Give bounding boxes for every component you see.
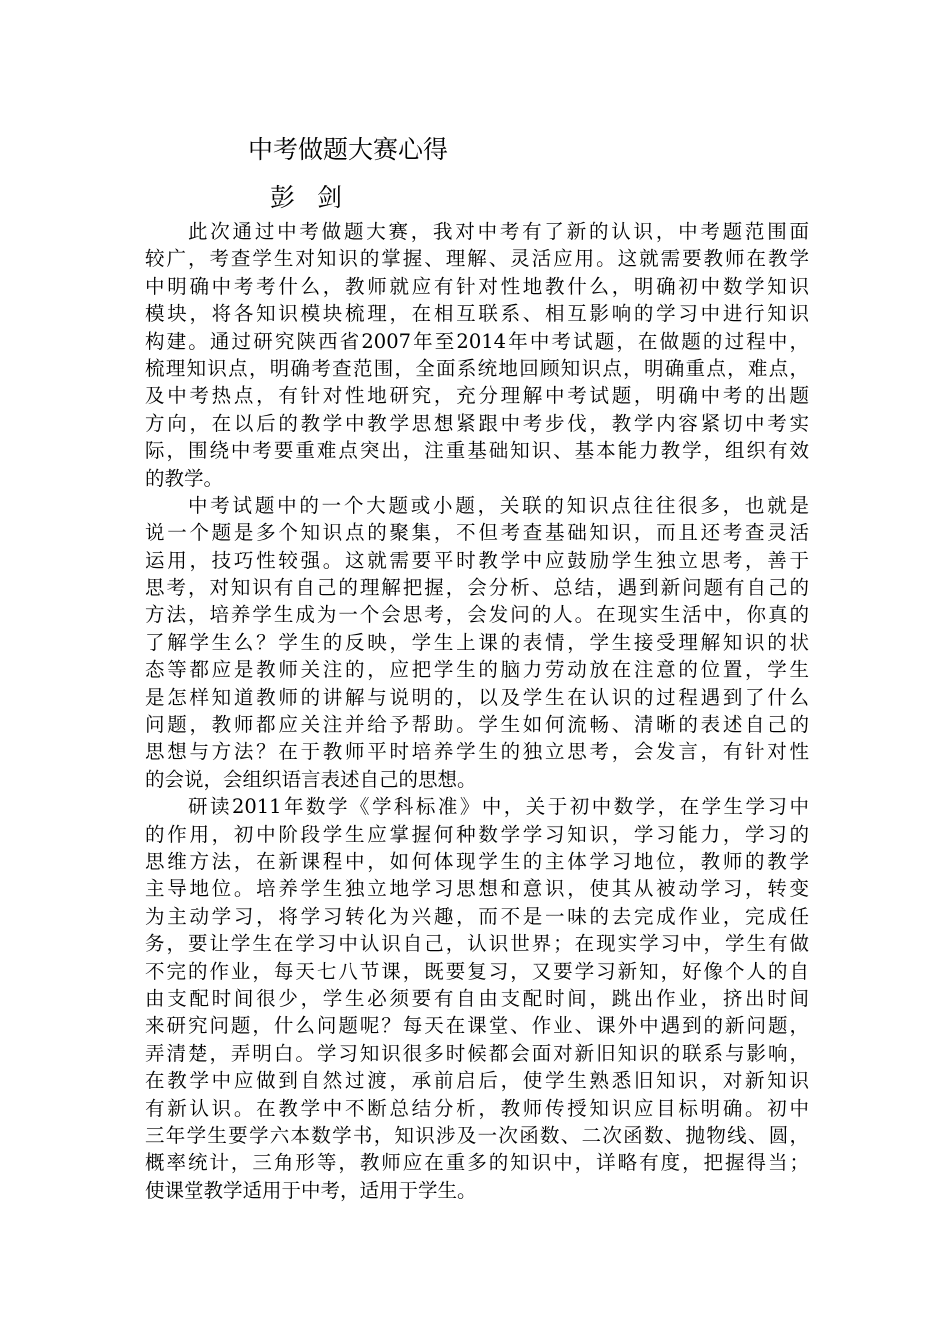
paragraph-line: 来研究问题，什么问题呢？每天在课堂、作业、课外中遇到的新问题， xyxy=(145,1014,809,1038)
paragraph-line: 的作用，初中阶段学生应掌握何种数学学习知识，学习能力，学习的 xyxy=(145,822,809,846)
author-name: 彭剑 xyxy=(270,183,365,212)
paragraph-line: 的教学。 xyxy=(145,466,224,490)
paragraph-line: 研读2011年数学《学科标准》中，关于初中数学，在学生学习中 xyxy=(188,795,809,819)
paragraph-line: 使课堂教学适用于中考，适用于学生。 xyxy=(145,1178,477,1202)
paragraph-line: 弄清楚，弄明白。学习知识很多时候都会面对新旧知识的联系与影响， xyxy=(145,1041,809,1065)
document-title: 中考做题大赛心得 xyxy=(248,135,449,164)
paragraph-line: 中明确中考考什么，教师就应有针对性地教什么，明确初中数学知识 xyxy=(145,274,809,298)
paragraph-line: 此次通过中考做题大赛，我对中考有了新的认识，中考题范围面 xyxy=(188,220,809,243)
paragraph-1 xyxy=(145,218,809,492)
paragraph-line: 为主动学习，将学习转化为兴趣，而不是一味的去完成作业，完成任 xyxy=(145,904,809,928)
paragraph-line: 思维方法，在新课程中，如何体现学生的主体学习地位，教师的教学 xyxy=(145,849,809,873)
paragraph-3 xyxy=(145,793,809,1204)
paragraph-line: 的会说，会组织语言表述自己的思想。 xyxy=(145,767,477,791)
document-body xyxy=(145,218,809,1204)
paragraph-line: 有新认识。在教学中不断总结分析，教师传授知识应目标明确。初中 xyxy=(145,1096,809,1120)
paragraph-line: 问题，教师都应关注并给予帮助。学生如何流畅、清晰的表述自己的 xyxy=(145,713,809,737)
paragraph-line: 方向，在以后的教学中教学思想紧跟中考步伐，教学内容紧切中考实 xyxy=(145,411,809,435)
paragraph-line: 较广，考查学生对知识的掌握、理解、灵活应用。这就需要教师在教学 xyxy=(145,247,809,271)
paragraph-line: 在教学中应做到自然过渡，承前启后，使学生熟悉旧知识，对新知识 xyxy=(145,1069,809,1093)
paragraph-line: 方法，培养学生成为一个会思考，会发问的人。在现实生活中，你真的 xyxy=(145,603,809,627)
paragraph-line: 主导地位。培养学生独立地学习思想和意识，使其从被动学习，转变 xyxy=(145,877,809,901)
paragraph-line: 态等都应是教师关注的，应把学生的脑力劳动放在注意的位置，学生 xyxy=(145,658,809,682)
paragraph-line: 务，要让学生在学习中认识自己，认识世界；在现实学习中，学生有做 xyxy=(145,932,809,956)
paragraph-line: 梳理知识点，明确考查范围，全面系统地回顾知识点，明确重点，难点， xyxy=(145,356,809,380)
paragraph-2 xyxy=(145,492,809,793)
paragraph-line: 了解学生么？学生的反映，学生上课的表情，学生接受理解知识的状 xyxy=(145,630,809,654)
paragraph-line: 由支配时间很少，学生必须要有自由支配时间，跳出作业，挤出时间 xyxy=(145,986,809,1010)
paragraph-line: 构建。通过研究陕西省2007年至2014年中考试题，在做题的过程中， xyxy=(145,329,809,353)
paragraph-line: 运用，技巧性较强。这就需要平时教学中应鼓励学生独立思考，善于 xyxy=(145,548,809,572)
paragraph-line: 三年学生要学六本数学书，知识涉及一次函数、二次函数、抛物线、圆， xyxy=(145,1123,809,1147)
paragraph-line: 不完的作业，每天七八节课，既要复习，又要学习新知，好像个人的自 xyxy=(145,959,809,983)
paragraph-line: 际，围绕中考要重难点突出，注重基础知识、基本能力教学，组织有效 xyxy=(145,439,809,463)
paragraph-line: 概率统计，三角形等，教师应在重多的知识中，详略有度，把握得当； xyxy=(145,1151,809,1175)
paragraph-line: 思考，对知识有自己的理解把握，会分析、总结，遇到新问题有自己的 xyxy=(145,576,809,600)
paragraph-line: 说一个题是多个知识点的聚集，不但考查基础知识，而且还考查灵活 xyxy=(145,521,809,545)
paragraph-line: 中考试题中的一个大题或小题，关联的知识点往往很多，也就是 xyxy=(188,493,809,517)
paragraph-line: 及中考热点，有针对性地研究，充分理解中考试题，明确中考的出题 xyxy=(145,384,809,408)
paragraph-line: 思想与方法？在于教师平时培养学生的独立思考，会发言，有针对性 xyxy=(145,740,809,764)
paragraph-line: 模块，将各知识模块梳理，在相互联系、相互影响的学习中进行知识 xyxy=(145,302,809,326)
paragraph-line: 是怎样知道教师的讲解与说明的，以及学生在认识的过程遇到了什么 xyxy=(145,685,809,709)
